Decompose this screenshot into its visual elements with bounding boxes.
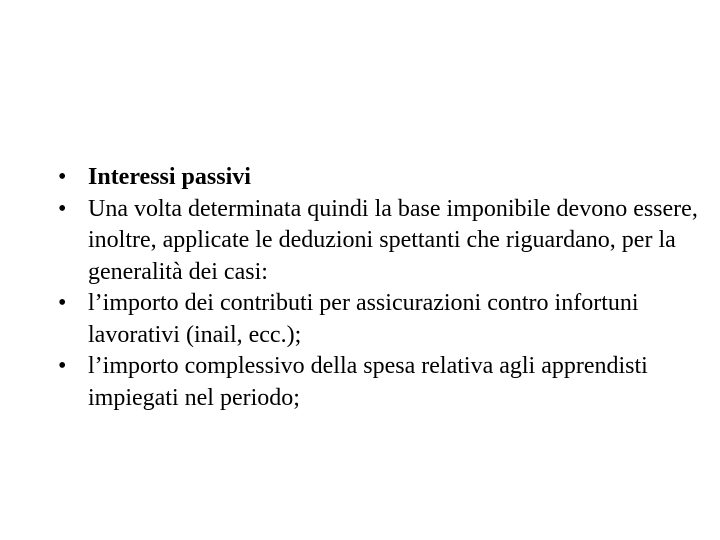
bullet-text: l’importo dei contributi per assicurazioni contro infortuni lavorativi (inail, ecc.); xyxy=(88,290,639,348)
bullet-text: Interessi passivi xyxy=(88,164,251,190)
bullet-text: l’importo complessivo della spesa relativa agli apprendisti impiegati nel periodo; xyxy=(88,353,648,411)
bullet-item-interessi-passivi xyxy=(58,162,698,194)
bullet-item-apprendisti xyxy=(58,351,698,414)
bullet-item-contributi-inail xyxy=(58,288,698,351)
bullet-icon: • xyxy=(58,290,67,316)
bullet-item-base-imponibile xyxy=(58,194,698,289)
bullet-list xyxy=(58,162,698,414)
bullet-text: Una volta determinata quindi la base imponibile devono essere, inoltre, applicate le deduzioni spettanti che riguardano, per la generalità dei casi: xyxy=(88,195,698,285)
bullet-icon: • xyxy=(58,353,67,379)
bullet-icon: • xyxy=(58,195,67,222)
bullet-icon: • xyxy=(58,164,67,190)
